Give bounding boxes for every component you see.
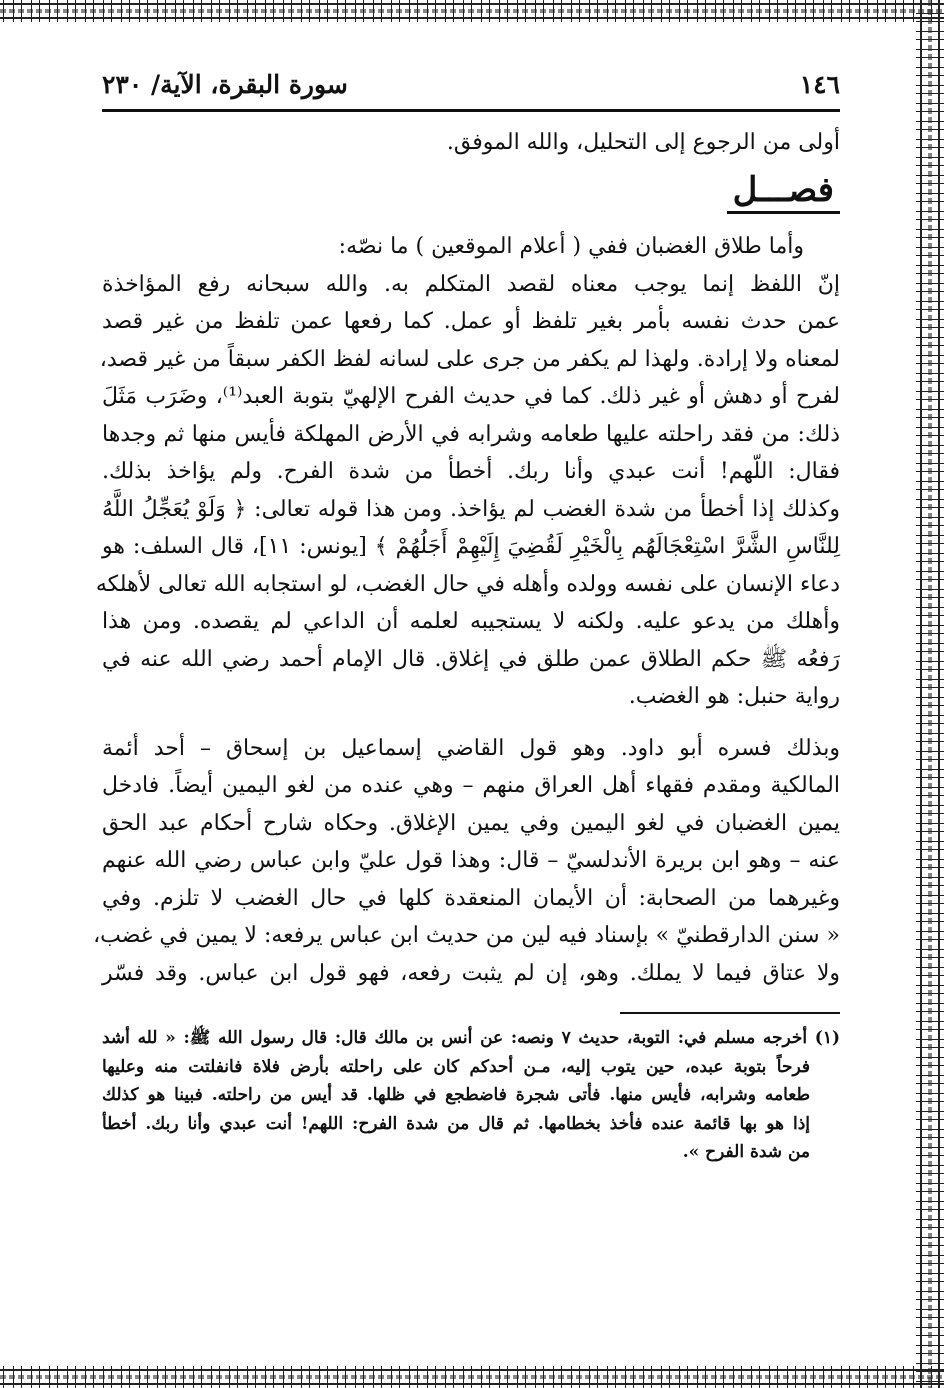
text-line: رَفعُه ﷺ حكم الطلاق عمن طلق في إغلاق. قال الإمام أحمد رضي الله عنه في bbox=[102, 646, 840, 672]
text-line: وغيرهما من الصحابة: أن الأيمان المنعقدة كلها في حال الغضب لا تلزم. وفي bbox=[102, 885, 840, 911]
text-line: ولا عتاق فيما لا يملك. وهو، إن لم يثبت رفعه، فهو قول ابن عباس. وقد فسّر bbox=[102, 960, 840, 986]
page-header bbox=[102, 70, 840, 112]
text-line: لمعناه ولا إرادة. ولهذا لم يكفر من جرى على لسانه لفظ الكفر سبقاً من غير قصد، bbox=[99, 346, 840, 372]
text-line: إنّ اللفظ إنما يوجب معناه لقصد المتكلم به. والله سبحانه رفع المؤاخذة bbox=[102, 271, 840, 297]
decorative-border-bottom bbox=[0, 1366, 944, 1388]
text-line: لِلنَّاسِ الشَّرَّ اسْتِعْجَالَهُم بِالْخَيْرِ لَقُضِيَ إِلَيْهِمْ أَجَلُهُمْ ﴾ [يونس: ١١]، قال السلف: هو bbox=[102, 534, 841, 559]
footnote-line: طعامه وشرابه، فأيس منها. فأتى شجرة فاضطجع في ظلها. قد أيس من راحلته. فبينا هو كذلك bbox=[102, 1085, 810, 1105]
footnote-line: من شدة الفرح ». bbox=[682, 1142, 810, 1162]
paragraph-2 bbox=[93, 730, 840, 993]
lead-in-line: وأما طلاق الغضبان ففي ( أعلام الموقعين ) ما نصّه: bbox=[338, 234, 804, 259]
footnote-separator bbox=[620, 1012, 840, 1014]
section-title: فصـــل bbox=[102, 172, 840, 215]
text-line: رواية حنبل: هو الغضب. bbox=[628, 684, 840, 709]
text-line: يمين الغضبان في لغو اليمين وفي يمين الإغلاق. وحكاه شارح أحكام عبد الحق bbox=[102, 810, 840, 836]
text-line: فقال: اللّهم! أنت عبدي وأنا ربك. أخطأ من شدة الفرح. ولم يؤاخذ بذلك. bbox=[102, 459, 840, 484]
intro-line: أولى من الرجوع إلى التحليل، والله الموفق. bbox=[446, 130, 840, 155]
footnote-line: فرحاً بتوبة عبده، حين يتوب إليه، مـن أحدكم كان على راحلته بأرض فلاة فانفلتت منه وعليها bbox=[102, 1056, 810, 1077]
text-line: وأهلك من يدعو عليه. ولكنه لا يستجيبه لعلمه أن الداعي لم يقصده. ومن هذا bbox=[102, 609, 841, 634]
book-page bbox=[93, 70, 841, 1167]
decorative-border-top bbox=[0, 0, 944, 22]
footnote-line: (١) أخرجه مسلم في: التوبة، حديث ٧ ونصه: عن أنس بن مالك قال: قال رسول الله ﷺ: « لله أشد bbox=[102, 1028, 841, 1048]
text-line: ذلك: من فقد راحلته عليها طعامه وشرابه في الأرض المهلكة فأيس منها ثم وجدها bbox=[102, 421, 840, 447]
text-line: عمن حدث نفسه بأمر بغير تلفظ أو عمل. كما رفعها عمن تلفظ من غير قصد bbox=[102, 309, 840, 334]
page-number: ١٤٦ bbox=[799, 70, 840, 99]
paragraph-1 bbox=[95, 266, 841, 716]
text-line: لفرح أو دهش أو غير ذلك. كما في حديث الفرح الإلهيّ بتوبة العبد⁽¹⁾، وضَرَب مَثَلَ bbox=[102, 384, 840, 409]
text-line: دعاء الإنسان على نفسه وولده وأهله في حال الغضب، لو استجابه الله تعالى لأهلكه bbox=[95, 571, 840, 597]
text-line: المالكية ومقدم فقهاء أهل العراق منهم – وهي عنده من لغو اليمين أيضاً. فادخل bbox=[102, 773, 840, 798]
footnote-line: إذا هو بها قائمة عنده فأخذ بخطامها. ثم قال من شدة الفرح: اللهم! أنت عبدي وأنا ربك. أخطأ bbox=[102, 1113, 810, 1134]
decorative-border-right bbox=[916, 0, 944, 1388]
body-text bbox=[93, 124, 841, 992]
text-line: وكذلك إذا أخطأ من شدة الغضب لم يؤاخذ. ومن هذا قوله تعالى: ﴿ وَلَوْ يُعَجِّلُ اللَّهُ bbox=[102, 496, 840, 522]
text-line: « سنن الدارقطنيّ » بإسناد فيه لين من حديث ابن عباس يرفعه: لا يمين في غضب، bbox=[93, 923, 840, 948]
footnotes bbox=[102, 1024, 840, 1167]
running-title: سورة البقرة، الآية/ ٢٣٠ bbox=[102, 70, 348, 99]
text-line: وبذلك فسره أبو داود. وهو قول القاضي إسماعيل بن إسحاق – أحد أئمة bbox=[102, 735, 840, 761]
text-line: عنه – وهو ابن بريرة الأندلسيّ – قال: وهذا قول عليّ وابن عباس رضي الله عنهم bbox=[102, 848, 840, 873]
